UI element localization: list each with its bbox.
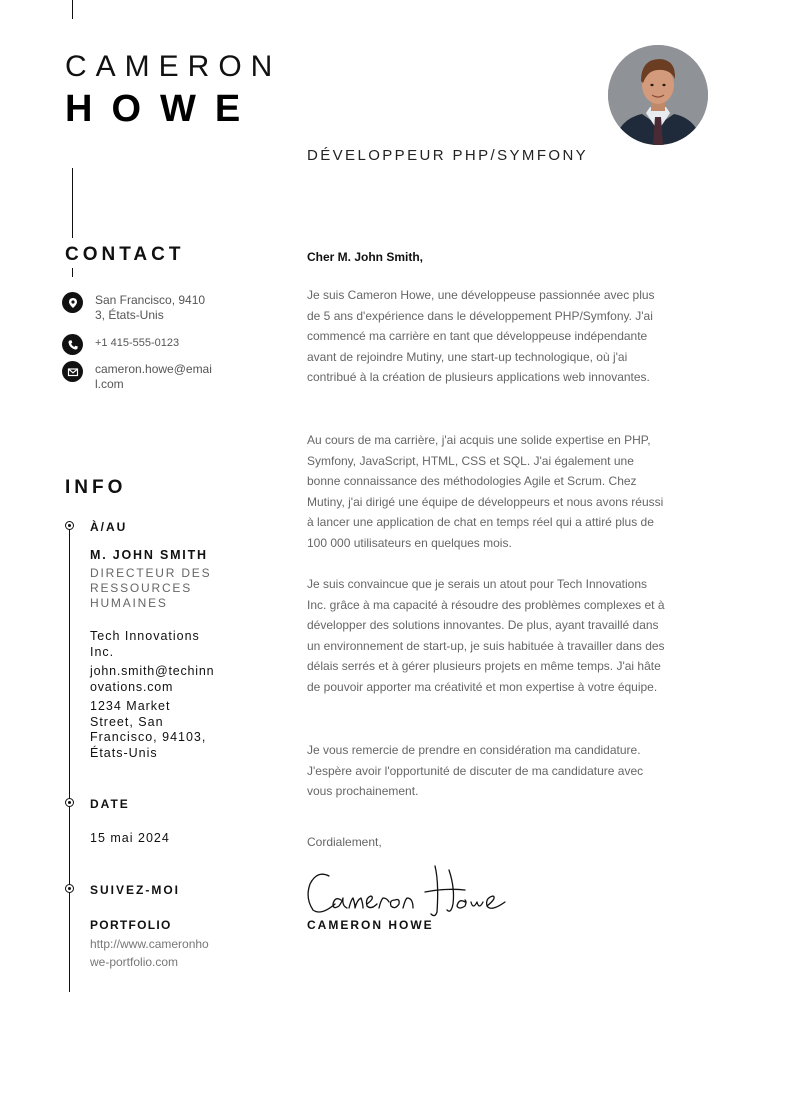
info-section-title: INFO	[65, 477, 127, 498]
letter-paragraph: Je suis Cameron Howe, une développeuse passionnée avec plus de 5 ans d'expérience dans le développement PHP/Symfony. J'ai commencé ma carrière en tant que développeuse indépendante avant de rejoindre Mutiny, une start-up technologique, où j'ai contribué à la création de plusieurs applications web innovantes.	[307, 288, 655, 385]
handwritten-signature	[305, 862, 515, 922]
letter-paragraph: Au cours de ma carrière, j'ai acquis une solide expertise en PHP, Symfony, JavaScript, HTML, CSS et SQL. J'ai également une bonne connaissance des méthodologies Agile et Scrum. Chez Mutiny, j'ai dirigé une équipe de développeurs et nous avons réussi à lancer une application de chat en temps réel qui a attiré plus de 100 000 utilisateurs en quelques mois.	[307, 433, 664, 550]
profile-photo	[608, 45, 708, 145]
recipient-company: Tech Innovations Inc.	[90, 629, 200, 659]
signature-name: CAMERON HOWE	[307, 918, 434, 932]
date-label: DATE	[90, 797, 130, 811]
last-name: HOWE	[65, 88, 260, 130]
recipient-address: 1234 Market Street, San Francisco, 94103, États-Unis	[90, 699, 207, 760]
timeline-bullet	[65, 884, 74, 893]
top-divider-line	[72, 0, 73, 19]
letter-closing: Cordialement,	[307, 835, 382, 849]
contact-address-text: San Francisco, 94103, États-Unis	[95, 293, 206, 322]
contact-address	[62, 292, 213, 323]
letter-paragraph: Je suis convaincue que je serais un atout pour Tech Innovations Inc. grâce à ma capacité à résoudre des problèmes complexes et à développer des solutions innovantes. De plus, ayant travaillé dans un environnement de start-up, je suis habituée à travailler dans des délais serrés et à gérer plusieurs projets en même temps. J'ai hâte de pouvoir apporter ma créativité et mon expertise à votre équipe.	[307, 577, 665, 694]
contact-divider-line	[72, 268, 73, 277]
timeline-bullet	[65, 521, 74, 530]
letter-paragraph: Je vous remercie de prendre en considération ma candidature. J'espère avoir l'opportunité de discuter de ma candidature avec vous prochainement.	[307, 743, 644, 799]
portfolio-link[interactable]: http://www.cameronhowe-portfolio.com	[90, 937, 209, 969]
follow-label: SUIVEZ-MOI	[90, 883, 181, 897]
recipient-name: M. JOHN SMITH	[90, 548, 208, 562]
contact-email-text[interactable]: cameron.howe@email.com	[95, 362, 212, 391]
contact-email	[62, 361, 213, 392]
recipient-email[interactable]: john.smith@techinnovations.com	[90, 664, 215, 694]
contact-phone	[62, 334, 213, 355]
header-divider-line	[72, 168, 73, 238]
timeline-bullet	[65, 798, 74, 807]
letter-greeting: Cher M. John Smith,	[307, 250, 424, 264]
envelope-icon	[62, 361, 83, 382]
contact-phone-text: +1 415-555-0123	[95, 337, 180, 349]
job-title: DÉVELOPPEUR PHP/SYMFONY	[307, 147, 589, 164]
contact-section-title: CONTACT	[65, 244, 185, 265]
portfolio-label: PORTFOLIO	[90, 918, 172, 932]
first-name: CAMERON	[65, 50, 282, 83]
info-timeline-line	[69, 526, 70, 992]
recipient-label: À/AU	[90, 520, 128, 534]
location-pin-icon	[62, 292, 83, 313]
date-value: 15 mai 2024	[90, 831, 170, 845]
recipient-role: DIRECTEUR DES RESSOURCES HUMAINES	[90, 566, 212, 610]
phone-icon	[62, 334, 83, 355]
